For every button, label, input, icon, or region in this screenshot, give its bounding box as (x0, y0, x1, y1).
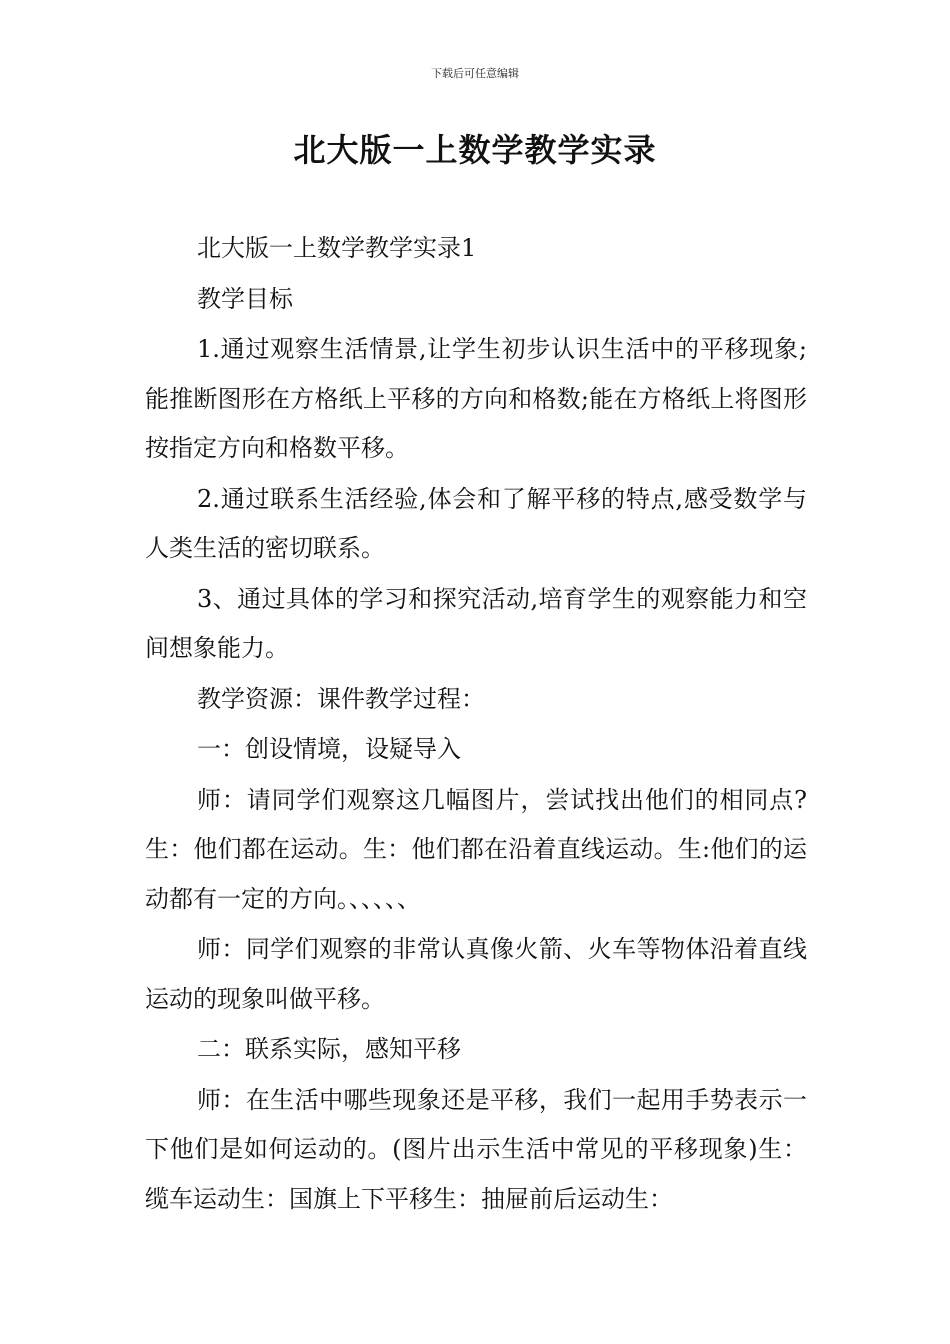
resources-paragraph: 教学资源：课件教学过程： (197, 684, 485, 713)
objective-paragraph-2: 2.通过联系生活经验,体会和了解平移的特点,感受数学与人类生活的密切联系。 (145, 484, 807, 562)
section-heading-step-1: 一：创设情境，设疑导入 (197, 735, 461, 763)
dialogue-paragraph-1: 师：请同学们观察这几幅图片，尝试找出他们的相同点?生：他们都在运动。生：他们都在沿着直线运动。生:他们的运动都有一定的方向。、、、、、 (145, 785, 807, 913)
dialogue-paragraph-2: 师：同学们观察的非常认真像火箭、火车等物体沿着直线运动的现象叫做平移。 (145, 935, 807, 1013)
dialogue-paragraph-3: 师：在生活中哪些现象还是平移，我们一起用手势表示一下他们是如何运动的。(图片出示生活中常见的平移现象)生：缆车运动生：国旗上下平移生：抽屉前后运动生： (145, 1085, 807, 1213)
document-body (145, 224, 807, 1225)
section-heading-objectives: 教学目标 (197, 284, 293, 313)
subtitle-paragraph: 北大版一上数学教学实录1 (197, 234, 477, 262)
section-heading-step-2: 二：联系实际，感知平移 (197, 1035, 461, 1063)
objective-paragraph-1: 1.通过观察生活情景,让学生初步认识生活中的平移现象;能推断图形在方格纸上平移的方向和格数;能在方格纸上将图形按指定方向和格数平移。 (145, 335, 807, 462)
header-note: 下载后可任意编辑 (431, 67, 519, 80)
objective-paragraph-3: 3、通过具体的学习和探究活动,培育学生的观察能力和空间想象能力。 (145, 584, 807, 662)
page-title: 北大版一上数学教学实录 (293, 131, 657, 169)
